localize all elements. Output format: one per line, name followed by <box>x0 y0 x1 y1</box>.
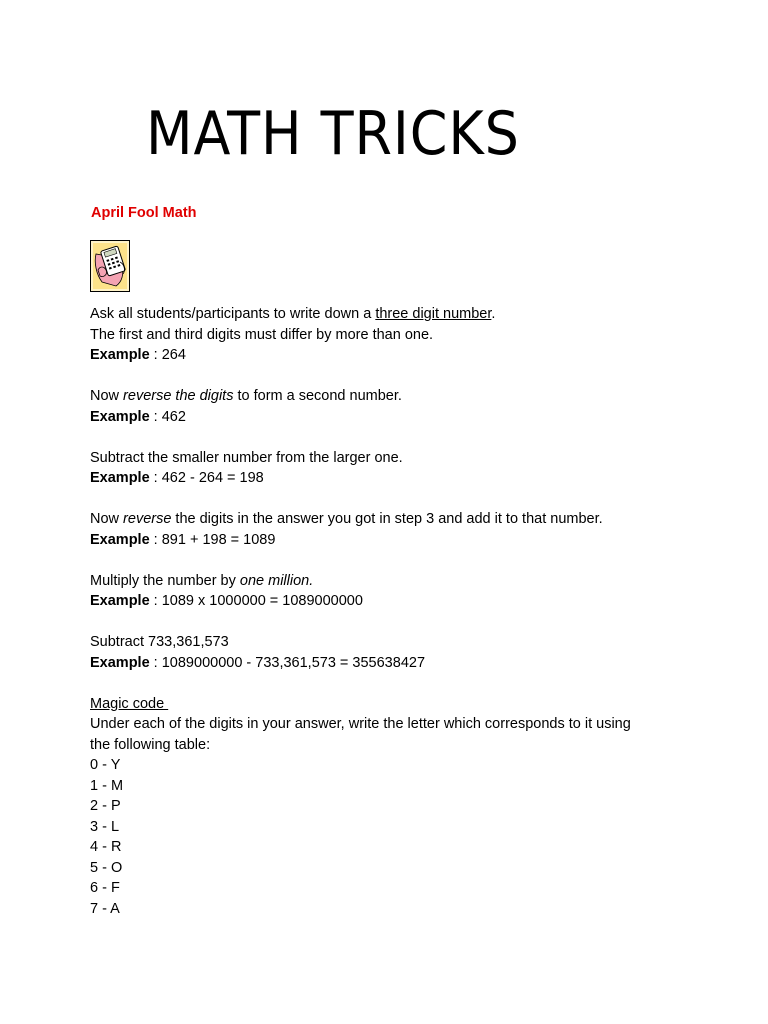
step6-text: Subtract 733,361,573 <box>90 634 229 650</box>
step1-intro: Ask all students/participants to write down a three digit number. <box>90 306 496 322</box>
step4-text: Now reverse the digits in the answer you got in step 3 and add it to that number. <box>90 511 603 527</box>
step6-example: Example : 1089000000 - 733,361,573 = 355638427 <box>90 654 426 671</box>
page-title: MATH TRICKS <box>146 99 520 169</box>
step2-text: Now reverse the digits to form a second number. <box>90 388 402 404</box>
step1-rule: The first and third digits must differ by more than one. <box>90 326 434 343</box>
magic-code-line1: Under each of the digits in your answer, write the letter which corresponds to it using <box>90 716 631 732</box>
code-table-row: 3 - L <box>90 818 120 835</box>
step5-example: Example : 1089 x 1000000 = 1089000000 <box>90 593 363 609</box>
step3-text: Subtract the smaller number from the larger one. <box>90 449 403 466</box>
step2-example: Example : 462 <box>90 408 186 425</box>
instructions-body <box>90 304 730 919</box>
step1-example: Example : 264 <box>90 347 186 363</box>
three-digit-number-text: three digit number <box>375 306 492 322</box>
step4-example: Example : 891 + 198 = 1089 <box>90 531 276 548</box>
step5-text: Multiply the number by one million. <box>90 572 314 589</box>
magic-code-heading: Magic code <box>90 695 169 712</box>
calculator-hand-icon <box>90 240 130 292</box>
code-table-row: 1 - M <box>90 777 124 794</box>
step3-example: Example : 462 - 264 = 198 <box>90 470 264 486</box>
code-table-row: 7 - A <box>90 900 120 917</box>
code-table-row: 0 - Y <box>90 757 121 773</box>
code-table-row: 2 - P <box>90 798 121 814</box>
section-subtitle: April Fool Math <box>91 205 197 221</box>
magic-code-line2: the following table: <box>90 736 211 753</box>
code-table-row: 4 - R <box>90 839 122 855</box>
code-table-row: 5 - O <box>90 859 123 876</box>
code-table-row: 6 - F <box>90 880 120 896</box>
